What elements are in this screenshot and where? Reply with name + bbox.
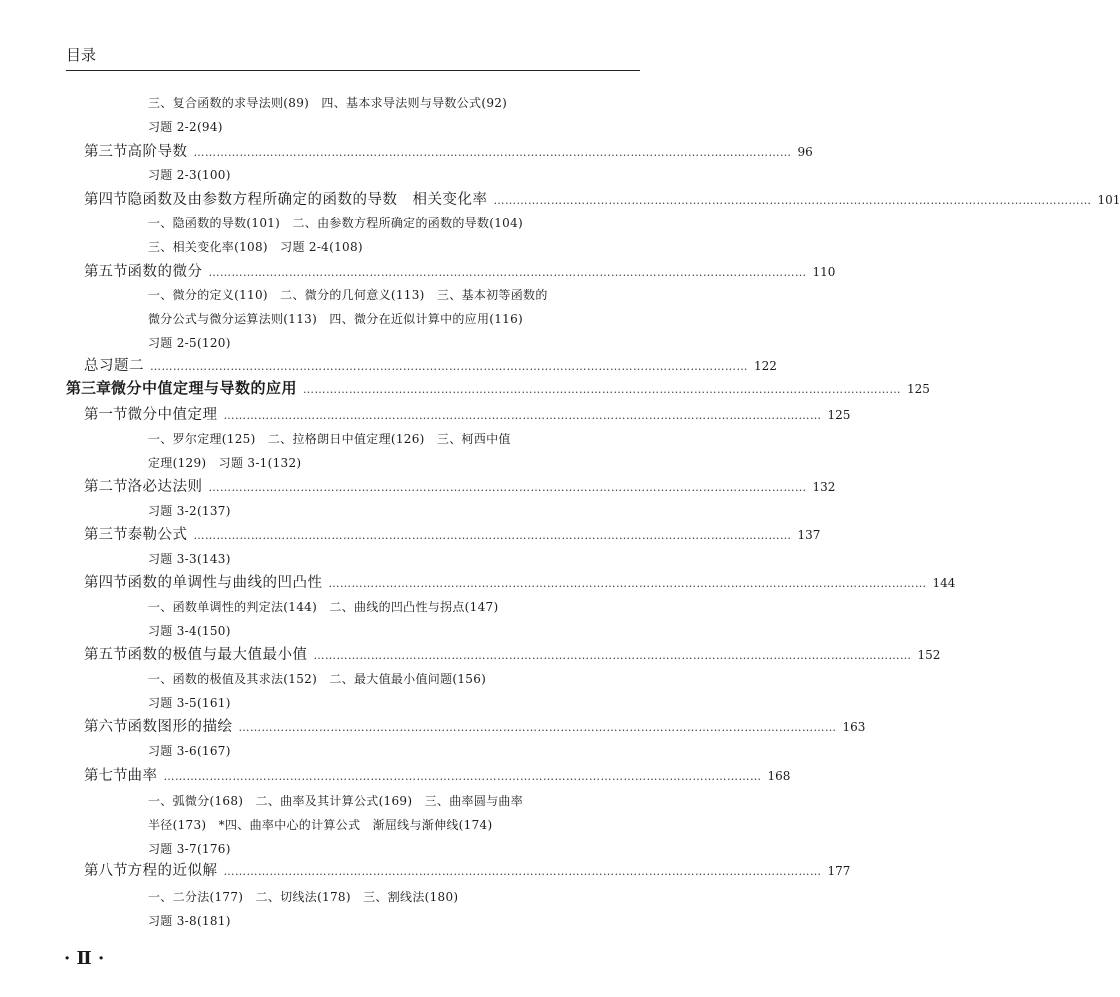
toc-subline: 一、二分法(177) 二、切线法(178) 三、割线法(180) [148, 890, 459, 904]
section-label: 第五节 [84, 264, 128, 280]
page-number: 137 [797, 528, 821, 542]
toc-subline: 一、隐函数的导数(101) 二、由参数方程所确定的函数的导数(104) [148, 216, 524, 230]
leader-dots: ………………………………………………………………………………………………………………………………………… [150, 360, 748, 373]
leader-dots: ………………………………………………………………………………………………………………………………………… [223, 865, 822, 878]
page-number: 122 [754, 359, 777, 373]
page-number: 163 [842, 720, 866, 734]
section-label: 第四节 [84, 192, 128, 208]
header-rule [66, 70, 640, 71]
page-number: 125 [907, 382, 930, 396]
toc-subline: 一、函数单调性的判定法(144) 二、曲线的凹凸性与拐点(147) [148, 600, 499, 614]
toc-subline: 习题 3-4(150) [148, 624, 231, 638]
section-title: 微分中值定理 [127, 407, 218, 423]
section-label: 第四节 [84, 575, 128, 591]
leader-dots: ………………………………………………………………………………………………………………………………………… [163, 770, 762, 783]
section-title: 函数的单调性与曲线的凹凸性 [127, 575, 323, 591]
section-label: 第一节 [84, 407, 128, 423]
section-title: 曲率 [127, 768, 158, 784]
toc-subline: 定理(129) 习题 3-1(132) [148, 456, 302, 470]
section-title: 洛必达法则 [127, 479, 203, 495]
section-title: 函数的极值与最大值最小值 [127, 647, 308, 663]
toc-subline: 一、函数的极值及其求法(152) 二、最大值最小值问题(156) [148, 672, 487, 686]
page-number: 152 [917, 648, 941, 662]
leader-dots: ………………………………………………………………………………………………………………………………………… [328, 577, 927, 590]
page-number: 125 [827, 408, 851, 422]
page-number: 96 [797, 145, 813, 159]
toc-entry-section[interactable] [84, 140, 813, 161]
leader-dots: ………………………………………………………………………………………………………………………………………… [238, 721, 837, 734]
section-label: 第八节 [84, 863, 128, 879]
section-label: 第三节 [84, 144, 128, 160]
running-header: 目录 [66, 46, 97, 64]
toc-entry-section[interactable] [84, 523, 821, 544]
toc-entry-review[interactable] [84, 354, 777, 375]
toc-entry-section[interactable] [84, 403, 851, 424]
review-title: 总习题二 [84, 358, 144, 374]
toc-subline: 习题 3-7(176) [148, 842, 231, 856]
section-label: 第五节 [84, 647, 128, 663]
toc-subline: 习题 3-5(161) [148, 696, 231, 710]
page-footer-number: · Ⅱ · [64, 948, 105, 969]
toc-entry-section[interactable] [84, 475, 836, 496]
toc-subline: 一、微分的定义(110) 二、微分的几何意义(113) 三、基本初等函数的 [148, 288, 548, 302]
toc-subline: 习题 2-5(120) [148, 336, 231, 350]
toc-entry-chapter[interactable] [66, 377, 930, 398]
toc-subline: 习题 3-6(167) [148, 744, 231, 758]
leader-dots: ………………………………………………………………………………………………………………………………………… [303, 383, 902, 396]
leader-dots: ………………………………………………………………………………………………………………………………………… [193, 529, 792, 542]
toc-subline: 半径(173) *四、曲率中心的计算公式 渐屈线与渐伸线(174) [148, 818, 493, 832]
page-number: 132 [812, 480, 836, 494]
section-title: 隐函数及由参数方程所确定的函数的导数 相关变化率 [127, 192, 488, 208]
leader-dots: ………………………………………………………………………………………………………………………………………… [493, 194, 1092, 207]
toc-subline: 习题 3-3(143) [148, 552, 231, 566]
page-number: 101 [1097, 193, 1120, 207]
toc-subline: 三、复合函数的求导法则(89) 四、基本求导法则与导数公式(92) [148, 96, 508, 110]
leader-dots: ………………………………………………………………………………………………………………………………………… [223, 409, 822, 422]
page-number: 110 [812, 265, 836, 279]
toc-entry-section[interactable] [84, 859, 851, 880]
toc-subline: 三、相关变化率(108) 习题 2-4(108) [148, 240, 363, 254]
leader-dots: ………………………………………………………………………………………………………………………………………… [208, 266, 807, 279]
toc-entry-section[interactable] [84, 643, 941, 664]
page-number: 168 [767, 769, 791, 783]
toc-subline: 微分公式与微分运算法则(113) 四、微分在近似计算中的应用(116) [148, 312, 524, 326]
section-label: 第二节 [84, 479, 128, 495]
section-label: 第三节 [84, 527, 128, 543]
toc-subline: 一、罗尔定理(125) 二、拉格朗日中值定理(126) 三、柯西中值 [148, 432, 511, 446]
toc-entry-section[interactable] [84, 571, 956, 592]
toc-subline: 习题 3-8(181) [148, 914, 231, 928]
section-title: 泰勒公式 [127, 527, 188, 543]
toc-subline: 习题 2-2(94) [148, 120, 223, 134]
section-title: 函数图形的描绘 [127, 719, 233, 735]
toc-entry-section[interactable] [84, 715, 866, 736]
toc-entry-section[interactable] [84, 764, 791, 785]
toc-entry-section[interactable] [84, 260, 836, 281]
section-title: 方程的近似解 [127, 863, 218, 879]
leader-dots: ………………………………………………………………………………………………………………………………………… [193, 146, 792, 159]
section-label: 第六节 [84, 719, 128, 735]
chapter-label: 第三章 [66, 379, 112, 397]
toc-subline: 习题 2-3(100) [148, 168, 231, 182]
toc-entry-section[interactable] [84, 188, 1120, 209]
section-label: 第七节 [84, 768, 128, 784]
leader-dots: ………………………………………………………………………………………………………………………………………… [313, 649, 912, 662]
section-title: 函数的微分 [127, 264, 203, 280]
page-number: 144 [932, 576, 956, 590]
page-number: 177 [827, 864, 851, 878]
chapter-title: 微分中值定理与导数的应用 [111, 379, 298, 397]
leader-dots: ………………………………………………………………………………………………………………………………………… [208, 481, 807, 494]
toc-subline: 习题 3-2(137) [148, 504, 231, 518]
toc-subline: 一、弧微分(168) 二、曲率及其计算公式(169) 三、曲率圆与曲率 [148, 794, 524, 808]
section-title: 高阶导数 [127, 144, 188, 160]
